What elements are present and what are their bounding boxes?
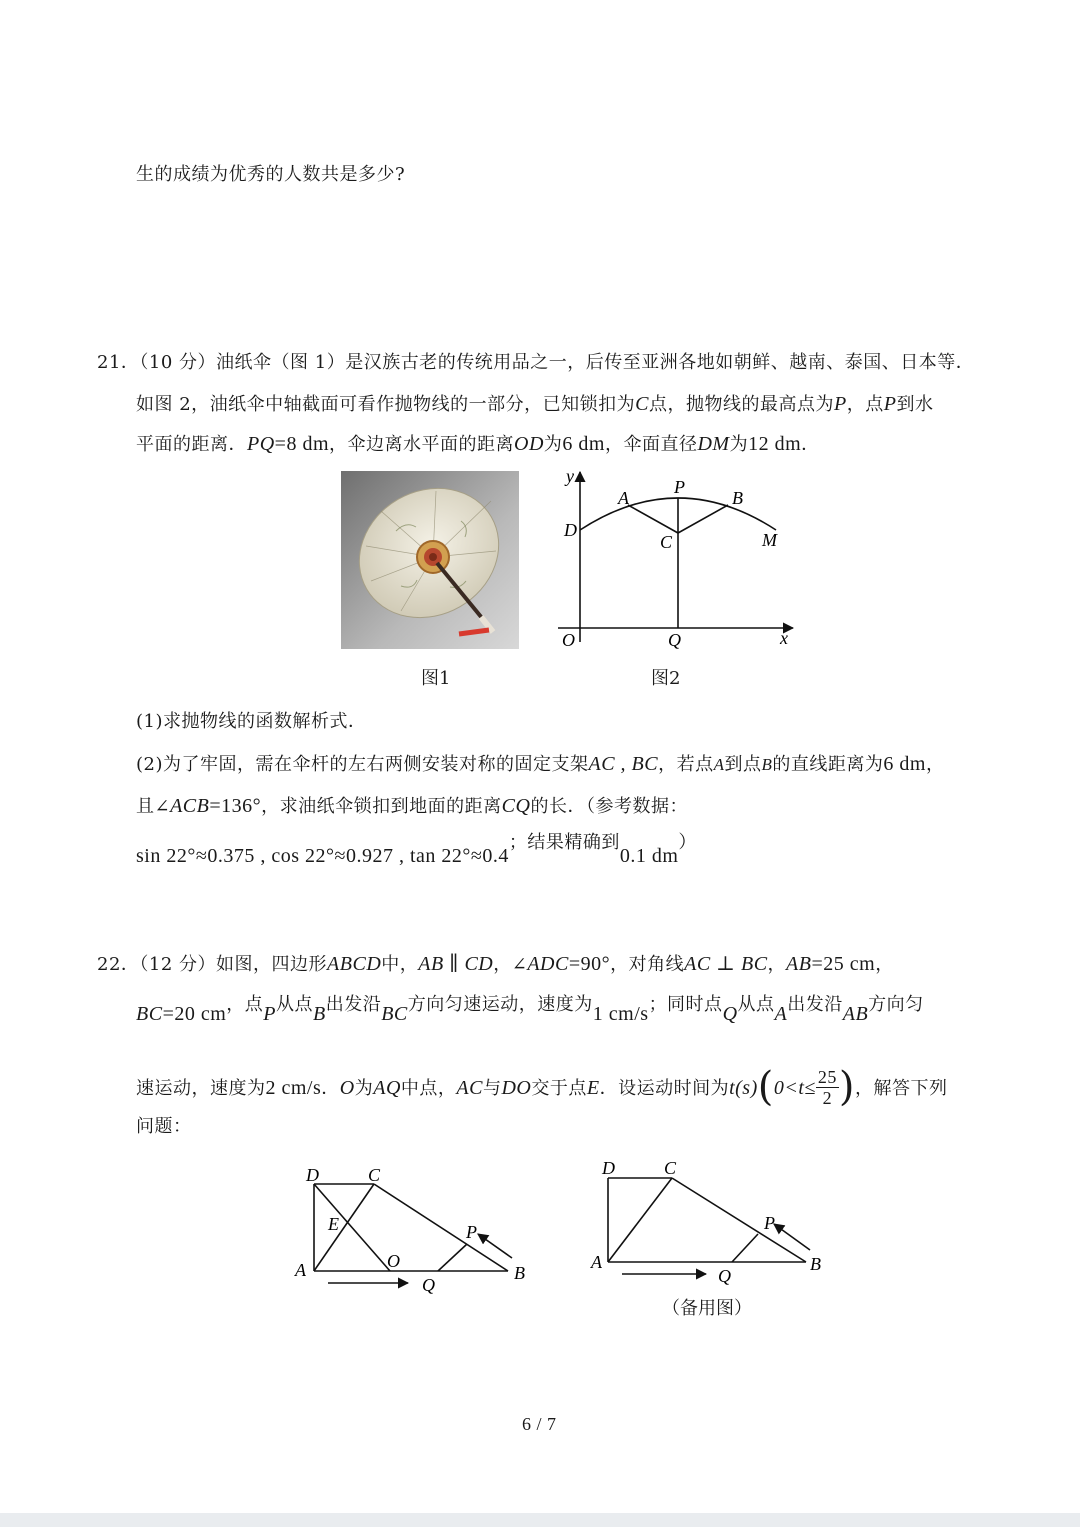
figB-label-a: A [591,1252,602,1272]
q21-var-c: C [635,393,650,415]
q21-text-2c: 点，抛物线的最高点为 [649,394,835,415]
q22-perp: AC ⊥ BC [684,953,768,975]
q21-text-2e: ，点 [846,394,884,415]
q21-text-3d: ，伞边离水平面的距离 [329,434,515,455]
spare-diagram [588,1154,838,1289]
bottom-strip [0,1513,1080,1527]
q22-text-2q: 方向匀 [868,994,924,1015]
q22-fraction-num: 25 [817,1066,837,1087]
q21-sub4-text-b: ；结果精确到 [508,832,620,853]
q21-sub2-text-e: 到点 [724,754,762,775]
q22-text-1j: ， [767,954,787,975]
figA-label-o: O [387,1251,400,1271]
q22-var-p: P [263,1003,276,1025]
label-a: A [618,488,629,508]
q22-line2 [136,990,924,1025]
label-b: B [732,488,743,508]
q22-text-1h: ，对角线 [610,954,685,975]
q21-text-3h: ，伞面直径 [604,434,698,455]
q22-var-ab-dir: AB [842,1003,869,1025]
q21-val-angle: =136° [209,795,262,817]
q22-score: （12 分） [139,954,217,975]
label-p: P [674,477,685,497]
q21-sub3-text-f: 的长．（参考数据： [530,796,688,817]
q21-line3 [136,430,820,456]
q22-fraction [816,1067,839,1108]
q21-text-3j: 为 [729,434,749,455]
q22-text-3g: 中点， [400,1078,457,1099]
spare-segment-qp [732,1234,758,1262]
q22-var-abcd: ABCD [327,953,382,975]
q21-text-2g: 到水 [896,394,934,415]
segment-qp [438,1244,467,1271]
label-o: O [562,630,575,650]
q21-text-3a: 平面的距离． [136,434,247,455]
q22-text-2k: ；同时点 [648,994,723,1015]
figB-label-c: C [664,1158,677,1178]
q22-var-do: DO [501,1077,532,1099]
label-q: Q [668,630,681,650]
q22-paren-open: ( [757,1064,774,1110]
q22-text-2e: 从点 [276,994,313,1015]
figB-label-b: B [810,1254,821,1274]
q22-text-1a: 如图，四边形 [216,954,328,975]
q21-var-a: A [713,755,725,774]
figA-label-c: C [368,1165,381,1185]
q21-sub3-text-d: ，求油纸伞锁扣到地面的距离 [261,796,502,817]
figB-label-q: Q [718,1266,731,1286]
q21-sub2-text-a: (2)为了牢固，需在伞杆的左右两侧安装对称的固定支架 [136,754,589,775]
q21-val-pq: =8 dm [274,433,330,455]
q22-text-3i: 与 [482,1078,502,1099]
q21-val-ab: 6 dm [883,753,926,775]
q22-var-o: O [339,1077,355,1099]
q22-text-3m: ．设运动时间为 [599,1078,730,1099]
q22-number: 22． [97,954,140,975]
label-m: M [762,530,777,550]
q22-var-q: Q [722,1003,738,1025]
q21-var-dm: DM [697,433,730,455]
umbrella-photo [341,471,519,649]
segment-do [314,1184,390,1271]
q22-var-aq: AQ [373,1077,401,1099]
q22-text-3k: 交于点 [531,1078,587,1099]
q22-text-3a: 速运动，速度为 [136,1078,266,1099]
q21-sub2 [136,750,944,776]
q21-val-od: 6 dm [562,433,605,455]
q21-var-p2: P [883,393,897,415]
q22-parallel: AB ∥ CD [418,953,494,975]
label-x: x [780,628,788,648]
q21-sub3 [136,792,688,818]
q21-line2 [136,390,933,416]
q22-var-a: A [774,1003,788,1025]
q22-text-1c: 中， [381,954,419,975]
q22-var-ab: AB [786,953,812,975]
fig1-caption: 图1 [421,668,451,689]
q22-speed-p: 1 cm/s [592,1003,649,1025]
q21-var-acb: ACB [170,795,210,817]
q22-speed-q: 2 cm/s [265,1077,322,1099]
spare-edge-cb [672,1178,806,1262]
figA-label-e: E [328,1214,339,1234]
diagonal-ac [314,1184,374,1271]
q22-text-3c: ． [321,1078,340,1099]
q22-var-e: E [586,1077,600,1099]
q22-paren-close: ) [838,1064,855,1110]
q22-var-adc: ADC [527,953,569,975]
figA-label-d: D [306,1165,319,1185]
q21-reference-data: sin 22°≈0.375 , cos 22°≈0.927 , tan 22°≈0.4 [136,845,509,867]
label-d: D [564,520,577,540]
q22-text-2i: 方向匀速运动，速度为 [407,994,593,1015]
q21-var-p: P [834,393,847,415]
q22-val-bc: =20 cm [162,1003,227,1025]
figA-label-a: A [295,1260,306,1280]
figB-label-p: P [764,1213,775,1233]
q22-text-3q: ，解答下列 [855,1078,948,1099]
label-c: C [660,532,673,552]
q21-precision: 0.1 dm [619,845,679,867]
q22-var-t: t(s) [729,1077,758,1099]
q22-line1 [97,950,894,976]
q21-sub1: (1)求抛物线的函数解析式． [136,711,367,732]
q22-text-2g: 出发沿 [325,994,382,1015]
q22-var-bc: BC [136,1003,163,1025]
q21-var-pq: PQ [247,433,275,455]
q21-score: （10 分） [139,352,217,373]
figB-label-d: D [602,1158,615,1178]
q22-line3 [136,1058,948,1110]
q22-val-adc: =90° [568,953,611,975]
q21-sub2-text-g: 的直线距离为 [772,754,884,775]
q21-text-3l: ． [801,434,820,455]
fig2-caption: 图2 [651,668,681,689]
q22-text-1m: ， [875,954,894,975]
q21-var-ac-bc: AC , BC [588,753,659,775]
q21-var-b: B [761,755,773,774]
prev-question-tail: 生的成绩为优秀的人数共是多少? [136,164,406,185]
q21-sub2-text-i: ， [925,754,945,775]
q22-text-1e: ，∠ [493,954,528,975]
q22-text-2m: 从点 [737,994,775,1015]
q21-sub2-text-c: ，若点 [658,754,714,775]
figA-label-p: P [466,1222,477,1242]
q22-val-ab: =25 cm [811,953,876,975]
support-bc [678,505,728,533]
q22-text-3e: 为 [354,1078,374,1099]
q21-text-3f: 为 [543,434,563,455]
figA-label-b: B [514,1263,525,1283]
q22-text-2c: ，点 [226,994,264,1015]
quadrilateral-diagram [290,1160,540,1295]
q21-text-1: 油纸伞（图 1）是汉族古老的传统用品之一，后传至亚洲各地如朝鲜、越南、泰国、日本等． [216,352,975,373]
q21-sub4-text-d: ） [678,832,697,853]
q21-text-2a: 如图 2，油纸伞中轴截面可看作抛物线的一部分，已知锁扣为 [136,394,636,415]
q22-var-bc-dir: BC [381,1003,408,1025]
q21-sub3-text-a: 且∠ [136,796,171,817]
q21-line1 [97,348,974,374]
q21-val-dm: 12 dm [748,433,802,455]
q21-number: 21． [97,352,140,373]
q22-range: 0<t≤ [773,1077,816,1099]
q21-sub4 [136,830,697,867]
spare-figure-caption: （备用图） [662,1298,752,1319]
q22-var-ac: AC [456,1077,483,1099]
label-y: y [566,466,574,486]
q21-var-cq: CQ [501,795,531,817]
q22-line4: 问题： [136,1116,192,1137]
parabola-diagram [548,462,808,657]
support-ac [628,505,678,533]
page-number: 6 / 7 [522,1414,557,1434]
q22-fraction-den: 2 [822,1087,833,1108]
figA-label-q: Q [422,1275,435,1295]
spare-diagonal-ac [608,1178,672,1262]
q22-var-b: B [313,1003,326,1025]
q22-text-2o: 出发沿 [787,994,843,1015]
q21-var-od: OD [514,433,544,455]
